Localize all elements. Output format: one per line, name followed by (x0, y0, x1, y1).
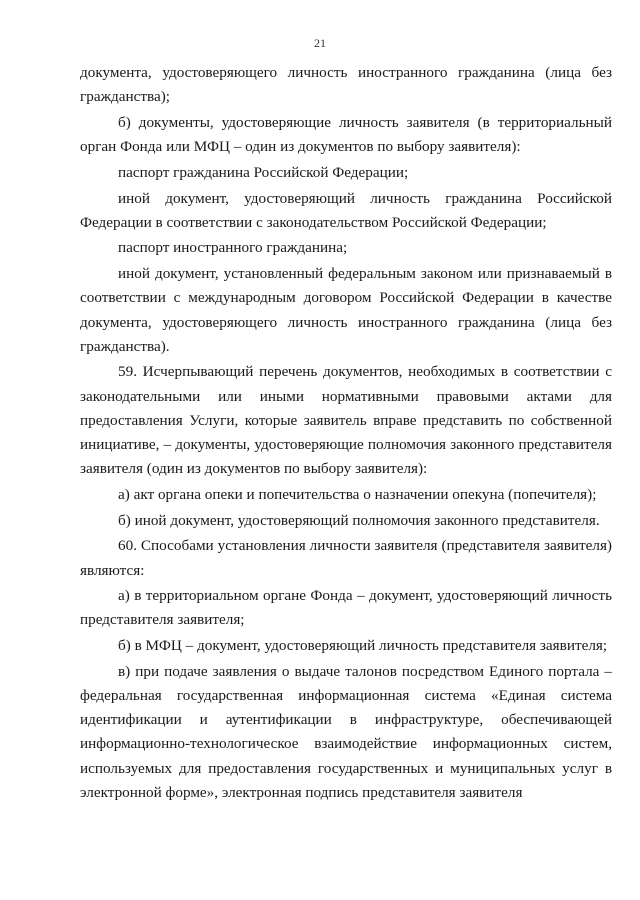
paragraph-russian-passport: паспорт гражданина Российской Федерации; (118, 163, 409, 181)
document-body (80, 61, 612, 807)
paragraph-item-b-other-authority-document: б) иной документ, удостоверяющий полномочия законного представителя. (118, 511, 600, 529)
paragraph-section-60: 60. Способами установления личности заявителя (представителя заявителя) являются: (80, 537, 612, 579)
paragraph-other-foreign-id: иной документ, установленный федеральным законом или признаваемый в соответствии с международным договором Российской Федерации в качестве документа, удостоверяющего личность иностранного гражданина (лица без гражданства). (80, 265, 612, 355)
paragraph-foreign-passport: паспорт иностранного гражданина; (118, 239, 348, 257)
paragraph-item-v-unified-portal: в) при подаче заявления о выдаче талонов посредством Единого портала – федеральная государственная информационная система «Единая система идентификации и аутентификации в инфраструктуре, обеспечивающей информационно-технологическое взаимодействие информационных систем, используемых для предоставления государственных и муниципальных услуг в электронной форме», электронная подпись представителя заявителя (80, 662, 612, 801)
paragraph-item-a-guardianship-act: а) акт органа опеки и попечительства о назначении опекуна (попечителя); (118, 485, 597, 503)
paragraph-other-russian-id: иной документ, удостоверяющий личность гражданина Российской Федерации в соответствии с законодательством Российской Федерации; (80, 189, 612, 231)
paragraph-item-b-identity-documents: б) документы, удостоверяющие личность заявителя (в территориальный орган Фонда или МФЦ – один из документов по выбору заявителя): (80, 113, 612, 156)
paragraph-continuation: документа, удостоверяющего личность иностранного гражданина (лица без гражданства); (80, 64, 612, 106)
paragraph-item-b-mfc: б) в МФЦ – документ, удостоверяющий личность представителя заявителя; (118, 637, 608, 655)
page-number: 21 (314, 36, 326, 50)
paragraph-item-a-fund-office: а) в территориальном органе Фонда – документ, удостоверяющий личность представителя заявителя; (80, 587, 612, 629)
paragraph-section-59: 59. Исчерпывающий перечень документов, необходимых в соответствии с законодательными или иными нормативными правовыми актами для предоставления Услуги, которые заявитель вправе представить по собственной инициативе, – документы, удостоверяющие полномочия законного представителя заявителя (один из документов по выбору заявителя): (80, 363, 612, 478)
